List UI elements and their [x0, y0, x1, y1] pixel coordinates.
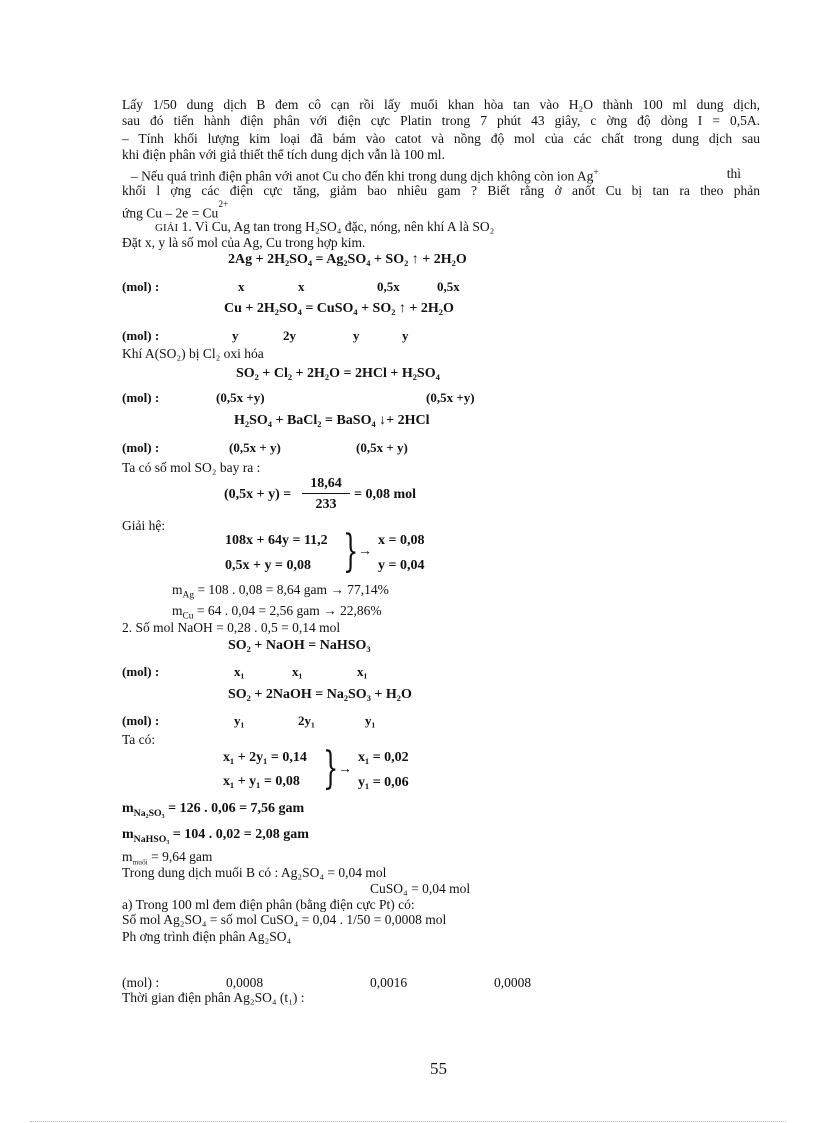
mass-ag [172, 582, 389, 604]
mass-salt-sub: muối [132, 857, 148, 867]
mol-label-6: (mol) : [122, 713, 160, 728]
mol-last-3: 0,0008 [494, 975, 532, 990]
page-bottom-divider [30, 1121, 786, 1122]
problem-line-5-text: – Nếu quá trình điện phân với anot Cu cho đến khi trong dung dịch không còn ion Ag [131, 168, 594, 184]
electrolysis-time: Thời gian điện phân Ag₂SO₄ (t₁) : [122, 990, 305, 1005]
mass-salt-value: = 9,64 gam [147, 849, 213, 864]
mass-nahso3-value: = 104 . 0,02 = 2,08 gam [169, 827, 309, 842]
problem-line-5-end: thì [726, 166, 741, 181]
gas-oxidation-text: Khí A(SO₂) bị Cl₂ oxi hóa [122, 346, 264, 361]
mass-na2so3-value: = 126 . 0,06 = 7,56 gam [164, 801, 305, 816]
mass-ag-sub: Ag [182, 590, 195, 601]
problem-line-5 [131, 166, 741, 184]
solution-heading [155, 219, 494, 236]
mol-label-last: (mol) : [122, 975, 160, 990]
arrow-2: → [338, 762, 352, 777]
mol-last-1: 0,0008 [226, 975, 264, 990]
mass-nahso3-sub: NaHSO₃ [133, 833, 170, 845]
plus-superscript: + [593, 168, 599, 178]
mass-salt-m: m [122, 849, 133, 864]
fraction-lhs: (0,5x + y) = [224, 487, 292, 502]
mass-na2so3-sub: Na₂SO₃ [133, 807, 165, 819]
set-variables: Đặt x, y là số mol của Ag, Cu trong hợp kim. [122, 235, 366, 250]
fraction [302, 476, 350, 513]
fraction-rhs: = 0,08 mol [354, 487, 417, 502]
eq6-mol-1: y₁ [234, 713, 245, 728]
page-number: 55 [430, 1059, 447, 1078]
eq2-mol-2: 2y [283, 328, 296, 343]
charge-2plus: 2+ [218, 200, 229, 210]
system2-line1: x₁ + 2y₁ = 0,14 [223, 750, 307, 765]
salt-solution-b: Trong dung dịch muối B có : Ag₂SO₄ = 0,04 mol [122, 865, 387, 880]
eq5-mol-2: x₁ [292, 664, 303, 679]
eq6-mol-2: 2y₁ [298, 713, 315, 728]
problem-line-2: sau đó tiến hành điện phân với điện cực Platin trong 7 phút 43 giây, c ờng độ dòng I = 0,5A. [122, 113, 760, 128]
system1-line1: 108x + 64y = 11,2 [225, 533, 328, 548]
right-brace-2: } [323, 743, 339, 794]
mass-nahso3-m: m [122, 827, 134, 842]
part2-heading: 2. Số mol NaOH = 0,28 . 0,5 = 0,14 mol [122, 620, 341, 635]
cuso4-amount: CuSO₄ = 0,04 mol [370, 881, 471, 896]
mol-label-4: (mol) : [122, 440, 160, 455]
eq1-mol-2: x [298, 279, 305, 294]
eq1-mol-3: 0,5x [377, 279, 400, 294]
mass-ag-m: m [172, 582, 183, 597]
reaction-cu: ứng Cu – 2e = Cu [122, 205, 219, 221]
mass-cu-m: m [172, 603, 183, 618]
eq2-mol-3: y [353, 328, 360, 343]
mass-cu-sub: Cu [182, 611, 194, 622]
right-brace-1: } [343, 526, 359, 577]
eq4-mol-1: (0,5x + y) [229, 440, 281, 455]
equation-6: SO₂ + 2NaOH = Na₂SO₃ + H₂O [228, 687, 412, 702]
eq3-mol-1: (0,5x +y) [216, 390, 265, 405]
mass-na2so3 [122, 801, 304, 822]
system1-result1: x = 0,08 [378, 533, 425, 548]
fraction-numerator: 18,64 [302, 476, 350, 494]
mass-cu-value: = 64 . 0,04 = 2,56 gam → 22,86% [193, 603, 382, 618]
system2-result2: y₁ = 0,06 [358, 775, 409, 790]
problem-line-4: khi điện phân với giả thiết thể tích dung dịch vẫn là 100 ml. [122, 147, 445, 162]
problem-line-7 [122, 200, 229, 221]
equation-5: SO₂ + NaOH = NaHSO₃ [228, 638, 371, 653]
eq5-mol-3: x₁ [357, 664, 368, 679]
eq5-mol-1: x₁ [234, 664, 245, 679]
electrolysis-equation-label: Ph ơng trình điện phân Ag₂SO₄ [122, 929, 292, 944]
fraction-denominator: 233 [315, 497, 337, 512]
part-a-heading: a) Trong 100 ml đem điện phân (bằng điện cực Pt) có: [122, 897, 415, 912]
problem-line-6: khối l ợng các điện cực tăng, giảm bao nhiêu gam ? Biết rằng ở anốt Cu bị tan ra theo phản [122, 183, 760, 198]
solution-heading-text: 1. Vì Cu, Ag tan trong H₂SO₄ đặc, nóng, nên khí A là SO₂ [181, 219, 495, 234]
solve-system-label: Giải hệ: [122, 518, 166, 533]
mass-ag-value: = 108 . 0,08 = 8,64 gam → 77,14% [194, 582, 389, 597]
ta-co-label: Ta có: [122, 732, 156, 747]
mol-label-1: (mol) : [122, 279, 160, 294]
mol-label-5: (mol) : [122, 664, 160, 679]
eq1-mol-1: x [238, 279, 245, 294]
mol-last-2: 0,0016 [370, 975, 408, 990]
eq3-mol-2: (0,5x +y) [426, 390, 475, 405]
eq2-mol-4: y [402, 328, 409, 343]
system2-line2: x₁ + y₁ = 0,08 [223, 774, 300, 789]
arrow-1: → [358, 544, 372, 559]
so2-mol-text: Ta có số mol SO₂ bay ra : [122, 460, 261, 475]
eq4-mol-2: (0,5x + y) [356, 440, 408, 455]
mass-nahso3 [122, 827, 309, 848]
system1-result2: y = 0,04 [378, 558, 425, 573]
eq6-mol-3: y₁ [365, 713, 376, 728]
problem-line-1: Lấy 1/50 dung dịch B đem cô cạn rồi lấy muối khan hòa tan vào H₂O thành 100 ml dung dịch, [122, 97, 760, 112]
equation-4: H₂SO₄ + BaCl₂ = BaSO₄ ↓+ 2HCl [234, 413, 430, 428]
equation-3: SO₂ + Cl₂ + 2H₂O = 2HCl + H₂SO₄ [236, 366, 440, 381]
system1-line2: 0,5x + y = 0,08 [225, 558, 311, 573]
system2-result1: x₁ = 0,02 [358, 750, 409, 765]
mol-label-2: (mol) : [122, 328, 160, 343]
mol-ag2so4: Số mol Ag₂SO₄ = số mol CuSO₄ = 0,04 . 1/50 = 0,0008 mol [122, 912, 447, 927]
eq2-mol-1: y [232, 328, 239, 343]
mass-na2so3-m: m [122, 801, 134, 816]
equation-2: Cu + 2H₂SO₄ = CuSO₄ + SO₂ ↑ + 2H₂O [224, 301, 454, 316]
solution-word: GIẢI [155, 222, 179, 234]
eq1-mol-4: 0,5x [437, 279, 460, 294]
mol-label-3: (mol) : [122, 390, 160, 405]
equation-1: 2Ag + 2H₂SO₄ = Ag₂SO₄ + SO₂ ↑ + 2H₂O [228, 252, 467, 267]
problem-line-3: – Tính khối lượng kim loại đã bám vào catot và nồng độ mol của các chất trong dung dịch sau [122, 131, 760, 146]
